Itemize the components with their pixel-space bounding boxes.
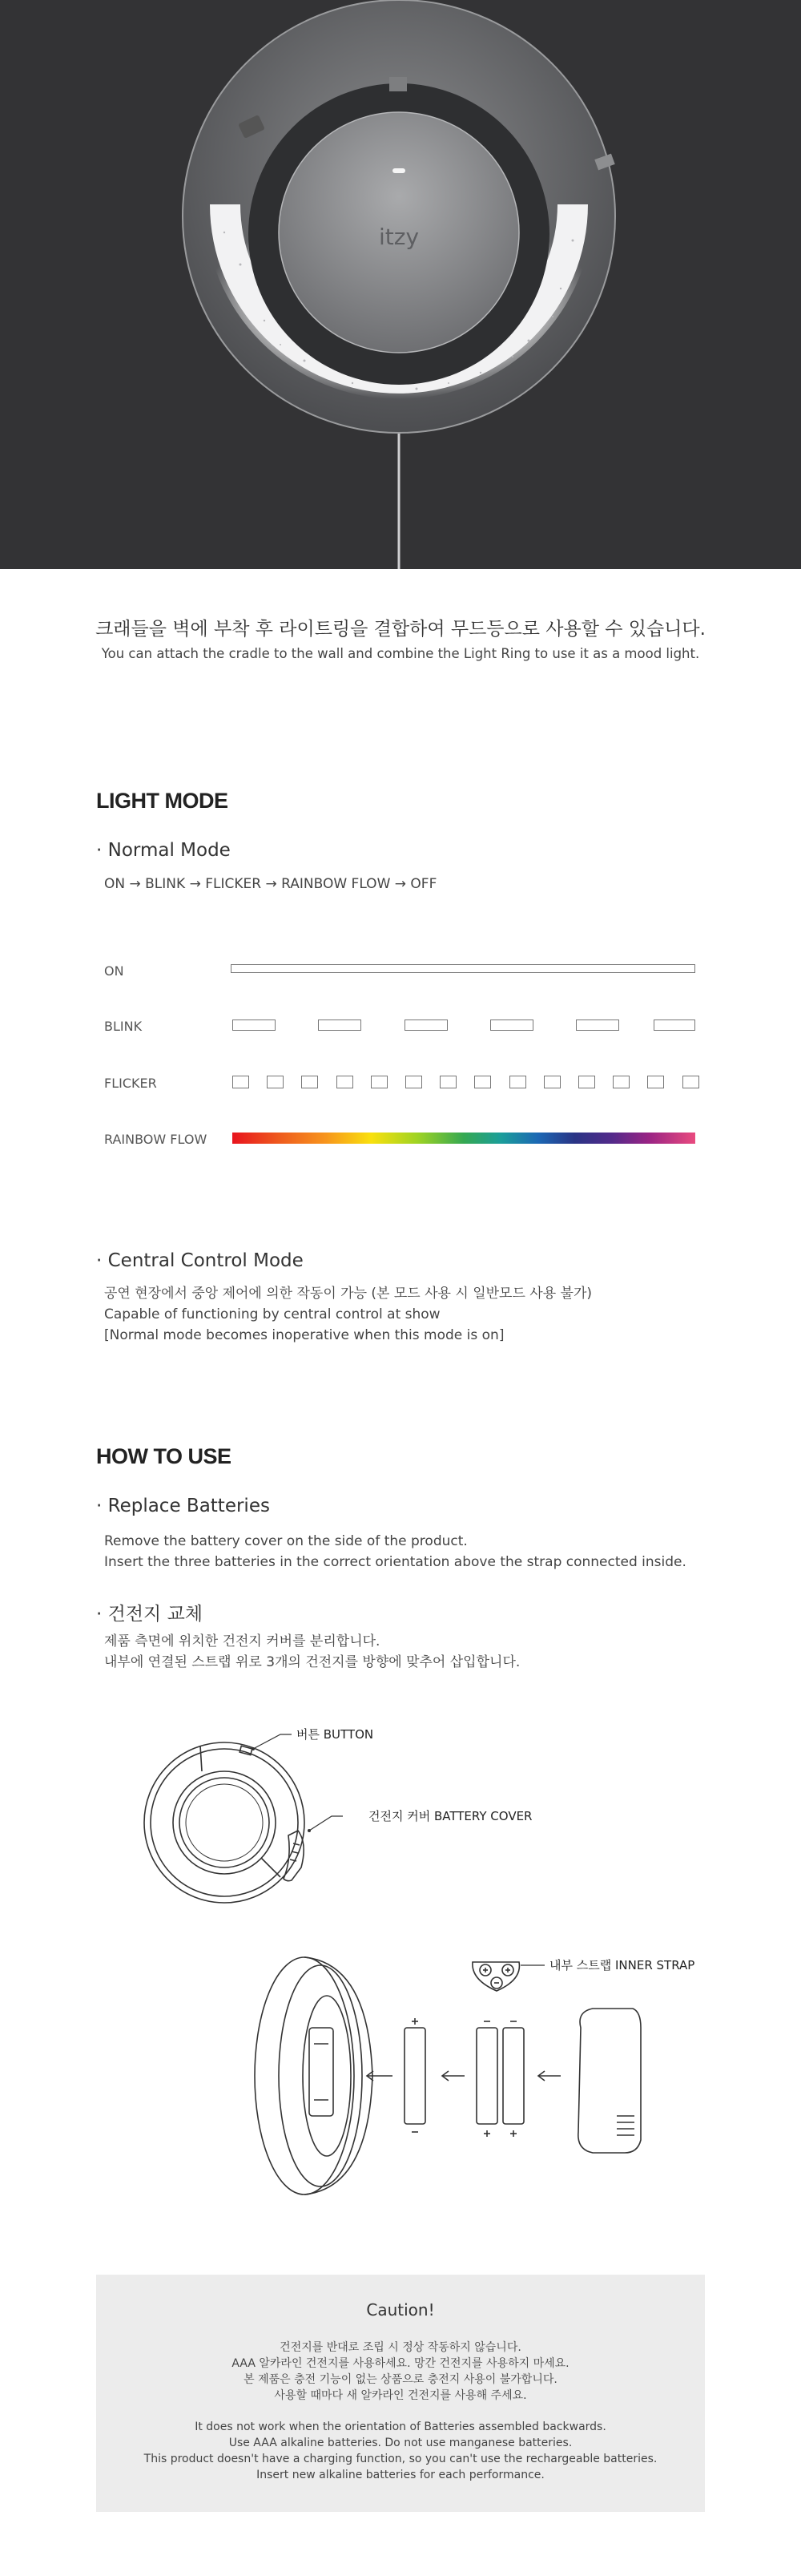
caution-ko-line3: 본 제품은 충전 기능이 없는 상품으로 충전지 사용이 불가합니다.: [244, 2373, 557, 2386]
flicker-segment: [336, 1076, 353, 1088]
battery-cover-label: 건전지 커버 BATTERY COVER: [368, 1809, 533, 1823]
itzy-logo: itzy: [378, 224, 420, 250]
flicker-segment: [544, 1076, 561, 1088]
caution-box: [96, 2275, 705, 2512]
flicker-segment: [232, 1076, 249, 1088]
flicker-segment: [440, 1076, 457, 1088]
flicker-row-label: FLICKER: [104, 1076, 157, 1091]
caution-title: Caution!: [366, 2300, 435, 2320]
ring-diagram: [120, 1723, 713, 1916]
flicker-segment: [682, 1076, 699, 1088]
normal-mode-sequence: ON → BLINK → FLICKER → RAINBOW FLOW → OFF: [104, 876, 437, 892]
blink-segment: [576, 1019, 619, 1031]
flicker-segment: [509, 1076, 526, 1088]
central-control-line1: 공연 현장에서 중앙 제어에 의한 작동이 가능 (본 모드 사용 시 일반모드 사용 불가): [104, 1286, 593, 1302]
button-label: 버튼 BUTTON: [296, 1727, 374, 1742]
flicker-segment: [647, 1076, 664, 1088]
blink-segment: [405, 1019, 448, 1031]
light-mode-title: LIGHT MODE: [96, 789, 228, 813]
blink-segment: [490, 1019, 533, 1031]
caution-en-line2: Use AAA alkaline batteries. Do not use manganese batteries.: [228, 2437, 573, 2449]
flicker-segment: [405, 1076, 422, 1088]
rainbow-flow-row-label: RAINBOW FLOW: [104, 1132, 207, 1147]
intro-korean: 크래들을 벽에 부착 후 라이트링을 결합하여 무드등으로 사용할 수 있습니다.: [95, 619, 706, 640]
flicker-segment: [613, 1076, 630, 1088]
replace-batteries-ko-heading: · 건전지 교체: [96, 1604, 203, 1625]
product-hero-image: [0, 0, 801, 569]
flicker-segment: [371, 1076, 388, 1088]
battery-insertion-diagram: [240, 1948, 721, 2204]
blink-segment: [654, 1019, 695, 1031]
blink-segment: [318, 1019, 361, 1031]
flicker-segment: [301, 1076, 318, 1088]
caution-en-line4: Insert new alkaline batteries for each performance.: [256, 2469, 545, 2481]
central-control-heading: · Central Control Mode: [96, 1250, 304, 1271]
intro-english: You can attach the cradle to the wall and combine the Light Ring to use it as a mood light.: [101, 646, 700, 661]
blink-row-label: BLINK: [104, 1019, 143, 1034]
caution-ko-line1: 건전지를 반대로 조립 시 정상 작동하지 않습니다.: [280, 2341, 521, 2354]
flicker-segment: [578, 1076, 595, 1088]
inner-strap-label: 내부 스트랩 INNER STRAP: [549, 1958, 695, 1972]
replace-batteries-line2: Insert the three batteries in the correct orientation above the strap connected inside.: [104, 1554, 686, 1570]
caution-ko-line2: AAA 알카라인 건전지를 사용하세요. 망간 건전지를 사용하지 마세요.: [231, 2357, 570, 2370]
flicker-segment: [474, 1076, 491, 1088]
replace-batteries-ko-line2: 내부에 연결된 스트랩 위로 3개의 건전지를 방향에 맞추어 삽입합니다.: [104, 1654, 521, 1670]
caution-en-line1: It does not work when the orientation of Batteries assembled backwards.: [195, 2421, 606, 2433]
central-control-line3: [Normal mode becomes inoperative when this mode is on]: [104, 1327, 505, 1343]
flicker-segment: [267, 1076, 284, 1088]
blink-segment: [232, 1019, 276, 1031]
rainbow-flow-bar: [232, 1133, 695, 1144]
replace-batteries-ko-line1: 제품 측면에 위치한 건전지 커버를 분리합니다.: [104, 1633, 380, 1649]
replace-batteries-line1: Remove the battery cover on the side of the product.: [104, 1533, 468, 1549]
caution-ko-line4: 사용할 때마다 새 알카라인 건전지를 사용해 주세요.: [274, 2389, 527, 2402]
central-control-line2: Capable of functioning by central control at show: [104, 1306, 441, 1322]
replace-batteries-heading: · Replace Batteries: [96, 1496, 270, 1516]
on-bar: [231, 964, 695, 973]
how-to-use-title: HOW TO USE: [96, 1444, 231, 1468]
light-ring-product-illustration: [0, 0, 801, 569]
on-row-label: ON: [104, 963, 124, 979]
caution-en-line3: This product doesn't have a charging function, so you can't use the rechargeable batteries.: [143, 2453, 658, 2465]
normal-mode-heading: · Normal Mode: [96, 840, 231, 861]
